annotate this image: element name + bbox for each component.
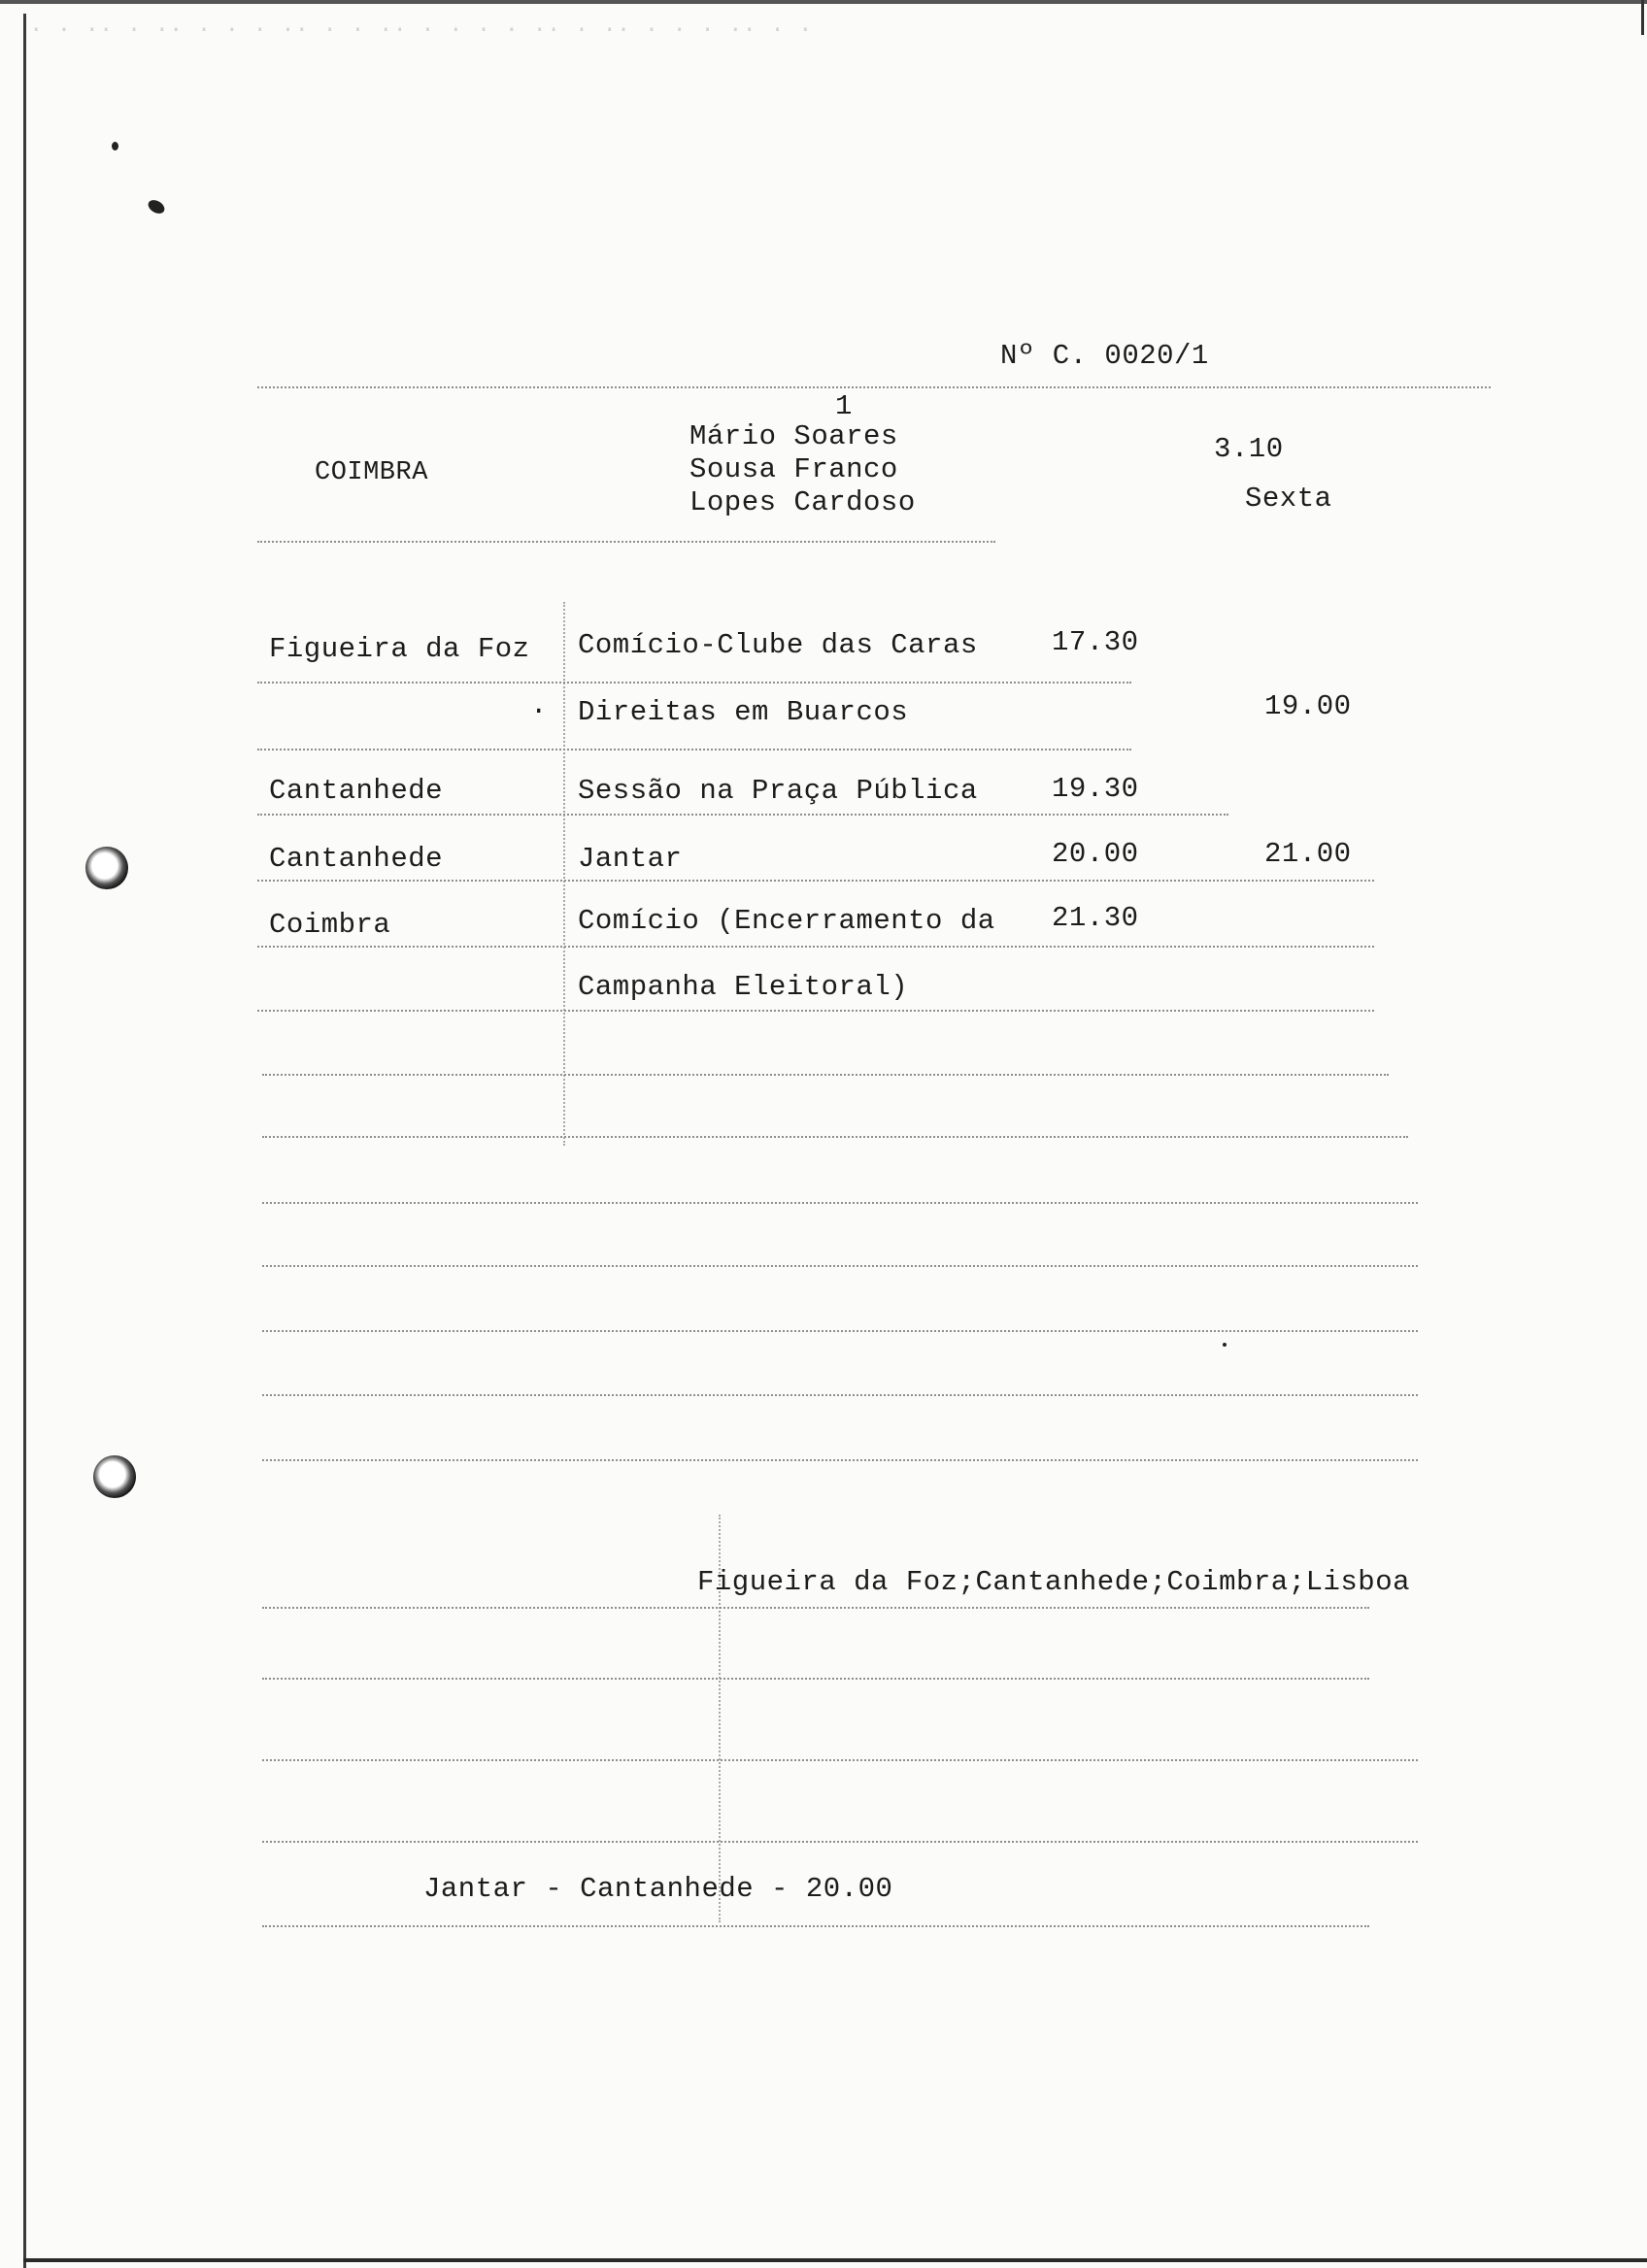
schedule-time-end: 19.00 bbox=[1264, 690, 1352, 722]
row-rule bbox=[257, 749, 1131, 750]
page-number: 1 bbox=[835, 390, 853, 422]
row-rule bbox=[257, 1010, 1374, 1012]
speaker-3: Lopes Cardoso bbox=[689, 486, 916, 518]
row-rule bbox=[257, 814, 1228, 816]
footer-rule bbox=[262, 1841, 1418, 1843]
schedule-event: Direitas em Buarcos bbox=[578, 696, 909, 728]
schedule-event: Comício (Encerramento da bbox=[578, 905, 995, 937]
schedule-place: Cantanhede bbox=[269, 775, 444, 807]
row-rule bbox=[257, 946, 1374, 948]
empty-row-rule bbox=[262, 1265, 1418, 1267]
schedule-event: Sessão na Praça Pública bbox=[578, 775, 978, 807]
footer-rule bbox=[262, 1607, 1369, 1609]
scan-speck bbox=[112, 142, 118, 150]
schedule-place: Cantanhede bbox=[269, 843, 444, 875]
footer-rule bbox=[262, 1925, 1369, 1927]
page-left-edge bbox=[23, 14, 26, 2268]
column-divider bbox=[563, 602, 565, 1146]
schedule-time-start: 19.30 bbox=[1052, 773, 1139, 805]
empty-row-rule bbox=[262, 1459, 1418, 1461]
document-number: Nº C. 0020/1 bbox=[1000, 340, 1209, 372]
scan-speck bbox=[1223, 1343, 1227, 1347]
punch-hole bbox=[93, 1455, 136, 1498]
schedule-place: Figueira da Foz bbox=[269, 633, 530, 665]
page-right-edge bbox=[1641, 0, 1644, 35]
schedule-time-start: 21.30 bbox=[1052, 902, 1139, 934]
empty-row-rule bbox=[262, 1394, 1418, 1396]
schedule-time-end: 21.00 bbox=[1264, 838, 1352, 870]
route: Figueira da Foz;Cantanhede;Coimbra;Lisboa bbox=[697, 1566, 1411, 1598]
schedule-event: Comício-Clube das Caras bbox=[578, 629, 978, 661]
speaker-1: Mário Soares bbox=[689, 420, 898, 452]
page-top-edge bbox=[0, 0, 1647, 4]
header-rule bbox=[257, 386, 1491, 388]
punch-hole bbox=[85, 847, 128, 889]
meal-note: Jantar - Cantanhede - 20.00 bbox=[423, 1873, 893, 1905]
schedule-time-start: 17.30 bbox=[1052, 626, 1139, 658]
weekday: Sexta bbox=[1245, 483, 1332, 515]
bleed-through-text: · · ·· · ·· · · · ·· · · ·· · · · · ·· · ·· · · · ·· · · bbox=[29, 17, 813, 44]
row-rule bbox=[257, 682, 1131, 684]
schedule-event: Jantar bbox=[578, 843, 683, 875]
region-title: COIMBRA bbox=[315, 458, 428, 487]
footer-rule bbox=[262, 1759, 1418, 1761]
empty-row-rule bbox=[262, 1074, 1389, 1076]
footer-rule bbox=[262, 1678, 1369, 1680]
schedule-place: Coimbra bbox=[269, 909, 391, 941]
row-rule bbox=[257, 880, 1374, 882]
empty-row-rule bbox=[262, 1330, 1418, 1332]
scan-speck bbox=[146, 197, 167, 216]
header-bottom-rule bbox=[257, 541, 995, 543]
empty-row-rule bbox=[262, 1202, 1418, 1204]
speaker-2: Sousa Franco bbox=[689, 453, 898, 485]
date: 3.10 bbox=[1214, 433, 1284, 465]
schedule-event: Campanha Eleitoral) bbox=[578, 971, 909, 1003]
bullet-dot: · bbox=[530, 695, 548, 727]
empty-row-rule bbox=[262, 1136, 1408, 1138]
schedule-time-start: 20.00 bbox=[1052, 838, 1139, 870]
page-bottom-edge bbox=[23, 2258, 1647, 2262]
